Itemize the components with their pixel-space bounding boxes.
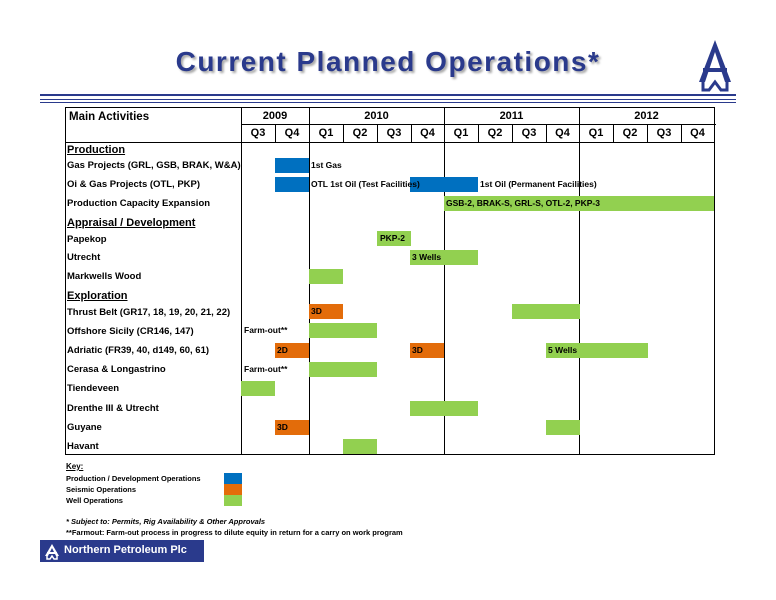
key-label-well: Well Operations xyxy=(66,496,123,505)
gantt-bar-well xyxy=(343,439,377,454)
quarter-header: Q1 xyxy=(453,127,469,139)
title-rule xyxy=(40,102,736,103)
gantt-bar-production xyxy=(275,158,309,173)
quarter-header: Q3 xyxy=(656,127,672,139)
bar-label: 1st Gas xyxy=(311,160,342,170)
bar-label: 3D xyxy=(412,345,423,355)
bar-label: 2D xyxy=(277,345,288,355)
bar-label: 3D xyxy=(311,306,322,316)
gantt-bar-well xyxy=(309,323,377,338)
footnote-permits: * Subject to: Permits, Rig Availability & Other Approvals xyxy=(66,517,266,526)
quarter-header: Q4 xyxy=(690,127,705,139)
row-label-gas-projects: Gas Projects (GRL, GSB, BRAK, W&A) xyxy=(67,160,241,171)
gantt-bar-production xyxy=(410,177,478,192)
quarter-header: Q1 xyxy=(588,127,604,139)
row-label-utrecht: Utrecht xyxy=(67,252,101,263)
quarter-header: Q2 xyxy=(487,127,503,139)
bar-label: GSB-2, BRAK-S, GRL-S, OTL-2, PKP-3 xyxy=(446,198,600,208)
title-rule xyxy=(40,94,736,96)
key-swatch-production xyxy=(224,473,242,484)
row-label-oil-gas-projects: Oi & Gas Projects (OTL, PKP) xyxy=(67,179,201,190)
key-label-production: Production / Development Operations xyxy=(66,474,201,483)
gantt-bar-well xyxy=(309,269,343,284)
quarter-header: Q2 xyxy=(622,127,638,139)
bar-label: 5 Wells xyxy=(548,345,578,355)
year-header: 2010 xyxy=(364,110,389,122)
company-logo-icon xyxy=(697,38,733,94)
bar-label: OTL 1st Oil (Test Facilities) xyxy=(311,179,420,189)
title-rule xyxy=(40,99,736,100)
key-swatch-seismic xyxy=(224,484,242,495)
key-swatch-well xyxy=(224,495,242,506)
bar-label: 1st Oil (Permanent Facilities) xyxy=(480,179,597,189)
section-appraisal: Appraisal / Development xyxy=(67,217,196,229)
quarter-header: Q3 xyxy=(250,127,266,139)
year-header: 2011 xyxy=(499,110,524,122)
row-label-capacity-expansion: Production Capacity Expansion xyxy=(67,198,211,209)
gantt-bar-well xyxy=(241,381,275,396)
page-title: Current Planned Operations* xyxy=(175,46,601,77)
row-label-tiendeveen: Tiendeveen xyxy=(67,383,120,394)
row-label-markwells-wood: Markwells Wood xyxy=(67,271,142,282)
bar-label: 3 Wells xyxy=(412,252,442,262)
gantt-bar-well xyxy=(546,420,580,435)
gantt-bar-well xyxy=(512,304,580,319)
row-label-guyane: Guyane xyxy=(67,422,102,433)
gantt-bar-well xyxy=(410,401,478,416)
row-label-thrust-belt: Thrust Belt (GR17, 18, 19, 20, 21, 22) xyxy=(67,307,231,318)
grid-line xyxy=(241,108,242,454)
gantt-bar-production xyxy=(275,177,309,192)
row-label-offshore-sicily: Offshore Sicily (CR146, 147) xyxy=(67,326,194,337)
quarter-header: Q4 xyxy=(555,127,570,139)
section-production: Production xyxy=(67,144,126,156)
section-exploration: Exploration xyxy=(67,290,128,302)
row-label-havant: Havant xyxy=(67,441,99,452)
key-title: Key: xyxy=(66,462,84,471)
gantt-bar-well xyxy=(309,362,377,377)
row-label-cerasa: Cerasa & Longastrino xyxy=(67,364,166,375)
footer-logo-icon xyxy=(44,543,60,560)
quarter-header: Q4 xyxy=(420,127,435,139)
bar-label: PKP-2 xyxy=(380,233,406,243)
bar-label: Farm-out** xyxy=(244,364,288,374)
bar-label: 3D xyxy=(277,422,288,432)
main-activities-header: Main Activities xyxy=(69,111,150,123)
footnote-farmout: **Farmout: Farm-out process in progress to dilute equity in return for a carry on work program xyxy=(66,528,403,537)
grid-line xyxy=(66,142,714,143)
quarter-header: Q1 xyxy=(318,127,334,139)
quarter-header: Q3 xyxy=(386,127,402,139)
row-label-papekop: Papekop xyxy=(67,234,107,245)
quarter-header: Q4 xyxy=(284,127,300,139)
row-label-adriatic: Adriatic (FR39, 40, d149, 60, 61) xyxy=(67,345,210,356)
bar-label: Farm-out** xyxy=(244,325,288,335)
year-header: 2012 xyxy=(634,110,659,122)
key-label-seismic: Seismic Operations xyxy=(66,485,137,494)
year-header: 2009 xyxy=(262,110,288,122)
grid-line xyxy=(579,108,580,454)
quarter-header: Q3 xyxy=(521,127,537,139)
footer-company-name: Northern Petroleum Plc xyxy=(64,544,187,556)
row-label-drenthe: Drenthe III & Utrecht xyxy=(67,403,159,414)
quarter-header: Q2 xyxy=(352,127,368,139)
